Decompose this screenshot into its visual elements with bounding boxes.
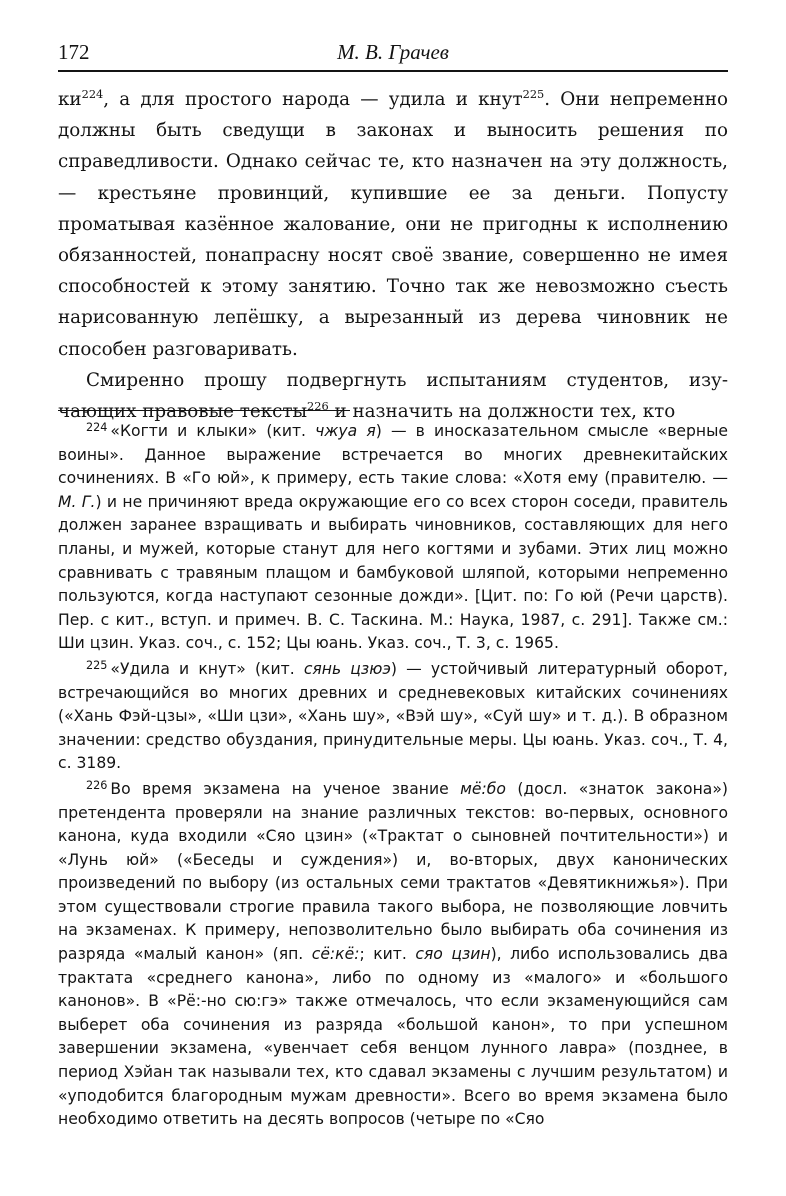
footnote-italic: М. Г. [58,492,96,511]
page-header [58,40,728,70]
footnote-italic: сё:кё: [311,945,360,964]
footnote-text: ), либо использовались два трактата «среднего канона», либо по одному из «малого» и «большого канонов». В «Рё:-но сю:гэ» также отмечалось, что если экзаменующийся сам выберет оба сочинения из разряда «большой канон», то при успешном завершении экзамена, «увенчает себя венцом лунного лавра» (позднее, в период Хэйан так называли тех, кто сдавал экзамены с лучшим результатом) и «уподобится благородным мужам древности». Всего во время экзамена было необходимо ответить на десять вопросов (четыре по «Сяо [58,945,729,1129]
main-text-run: и назначить на должности тех, кто [328,401,676,423]
footnote-ref-225: 225 [522,86,545,101]
footnote-text: ; кит. [359,945,416,964]
main-text-run: , а для простого народа — удила и кнут [103,89,523,110]
footnote-number: 224 [86,420,108,434]
footnote-italic: сяо цзин [415,945,491,964]
footnote-text: «Удила и кнут» (кит. [110,659,304,678]
main-paragraph [58,84,728,365]
main-text-run: . Они непременно должны быть сведущи в законах и выносить решения по справедливости. Однако сейчас те, кто назначен на эту должность, — крестьяне провинций, купившие ее за деньги. Попусту проматывая казённое жалование, они не пригодны к исполнению обязанностей, понапрасну носят своё звание, совершенно не имея способностей к этому занятию. Точно так же невозможно съесть нарисованную лепёшку, а вырезанный из дерева чиновник не способен разговаривать. [58,89,728,360]
main-paragraph [58,365,728,427]
footnote-italic: чжуа я [315,422,376,440]
footnote-text: ) — в иносказательном смысле «верные воины». Данное выражение встречается во многих древнекитайских сочинениях. В «Го юй», к примеру, есть такие слова: «Хотя ему (правителю. — [58,422,728,488]
main-text [58,84,728,427]
footnote-ref-224: 224 [81,86,104,101]
running-head-author: М. В. Грачев [337,40,449,64]
footnote-number: 226 [86,778,108,792]
footnote-text: (досл. «знаток закона») претендента проверяли на знание различных текстов: во-первых, основного канона, куда входили «Сяо цзин» («Трактат о сыновней почтительности») и «Лунь юй» («Беседы и суждения») и, во-вторых, двух канонических произведений по выбору (из остальных семи трактатов «Девятикнижья»). При этом существовали строгие правила такого выбора, не позволяющие ловчить на экзаменах. К примеру, непозволительно было выбирать оба сочинения из разряда «малый канон» (яп. [58,779,728,964]
footnote-text: ) — устойчивый литературный оборот, встречающийся во многих древних и средневековых китайских сочинениях («Хань Фэй-цзы», «Ши цзи», «Хань шу», «Вэй шу», «Суй шу» и т. д.). В образном значении: средство обуздания, принудительные меры. Цы юань. Указ. соч., Т. 4, с. 3189. [58,659,729,773]
footnote-text: «Когти и клыки» (кит. [110,422,316,440]
footnote-italic: мё:бо [460,779,506,798]
footnote-italic: сянь цзюэ [303,659,391,678]
page-number: 172 [58,40,90,64]
footnote-226 [58,778,728,1132]
footnote-224 [58,420,728,656]
footnotes [58,420,728,1132]
footnote-225 [58,658,728,776]
main-text-run: Смиренно прошу подвергнуть испытаниям студентов, изучающих правовые тексты [58,369,728,423]
footnote-separator [58,410,350,411]
footnote-text: Во время экзамена на ученое звание [110,779,461,798]
main-text-run: ки [58,89,82,110]
footnote-text: ) и не причиняют вреда окружающие его со всех сторон соседи, правитель должен заранее взращивать и выбирать чиновников, составляющих для него планы, и мужей, которые станут для него когтями и зубами. Этих лиц можно сравнивать с травяным плащом и бамбуковой шляпой, которыми непременно пользуются, когда наступают сезонные дожди». [Цит. по: Го юй (Речи царств). Пер. с кит., вступ. и примеч. В. С. Таскина. М.: Наука, 1987, с. 291]. Также см.: Ши цзин. Указ. соч., с. 152; Цы юань. Указ. соч., Т. 3, с. 1965. [58,492,729,653]
footnote-number: 225 [86,658,108,672]
header-rule [58,70,728,72]
footnote-ref-226: 226 [307,399,329,413]
